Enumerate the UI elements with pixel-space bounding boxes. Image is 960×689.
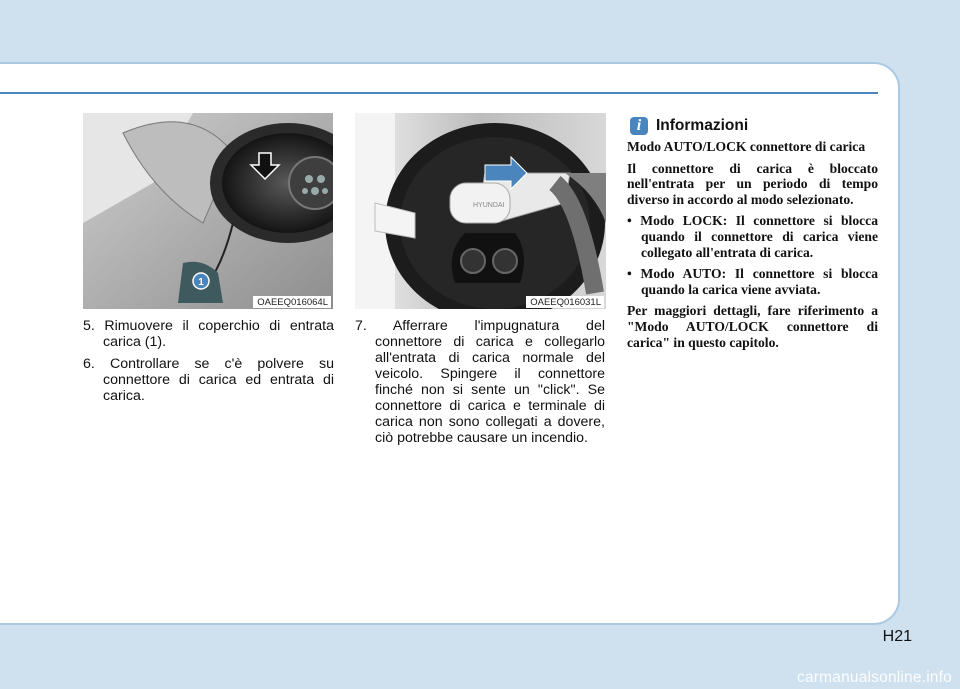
info-footer: Per maggiori dettagli, fare riferimento a "Modo AUTO/LOCK connettore di carica" in questo capitolo. — [627, 303, 878, 350]
step-6: 6. Controllare se c'è polvere su connettore di carica ed entrata di carica. — [83, 356, 334, 404]
charge-port-cover-photo — [83, 113, 333, 309]
info-subtitle: Modo AUTO/LOCK connettore di carica — [627, 139, 866, 154]
watermark: carmanualsonline.info — [797, 669, 952, 686]
info-bullet-lock: • Modo LOCK: Il connettore si blocca quando il connettore di carica viene collegato all'entrata di carica. — [627, 213, 878, 260]
info-intro: Il connettore di carica è bloccato nell'entrata per un periodo di tempo diverso in accordo al modo selezionato. — [627, 160, 878, 207]
charge-port-cover-illustration — [83, 113, 333, 309]
step-7: 7. Afferrare l'impugnatura del connettore di carica e collegarlo all'entrata di carica normale del veicolo. Spingere il connettore finché non si sente un "click". Se connettore di carica e terminale di carica non sono collegati a dovere, ciò potrebbe causare un incendio. — [355, 318, 605, 446]
left-column-steps — [83, 318, 334, 410]
middle-column-steps — [355, 318, 605, 452]
info-body — [627, 139, 878, 356]
info-title: Informazioni — [656, 117, 749, 134]
info-header — [630, 116, 748, 136]
callout-number: 1 — [198, 277, 204, 288]
charging-connector-photo — [355, 113, 606, 309]
header-rule — [0, 92, 878, 94]
charging-connector-illustration — [355, 113, 606, 309]
info-bullet-auto: • Modo AUTO: Il connettore si blocca quando la carica viene avviata. — [627, 266, 878, 297]
page-number: H21 — [882, 628, 912, 645]
info-icon: i — [630, 117, 648, 135]
step-5: 5. Rimuovere il coperchio di entrata carica (1). — [83, 318, 334, 350]
image-code: OAEEQ016064L — [253, 296, 331, 308]
plug-brand-label: HYUNDAI — [473, 202, 505, 209]
image-code: OAEEQ016031L — [526, 296, 604, 308]
